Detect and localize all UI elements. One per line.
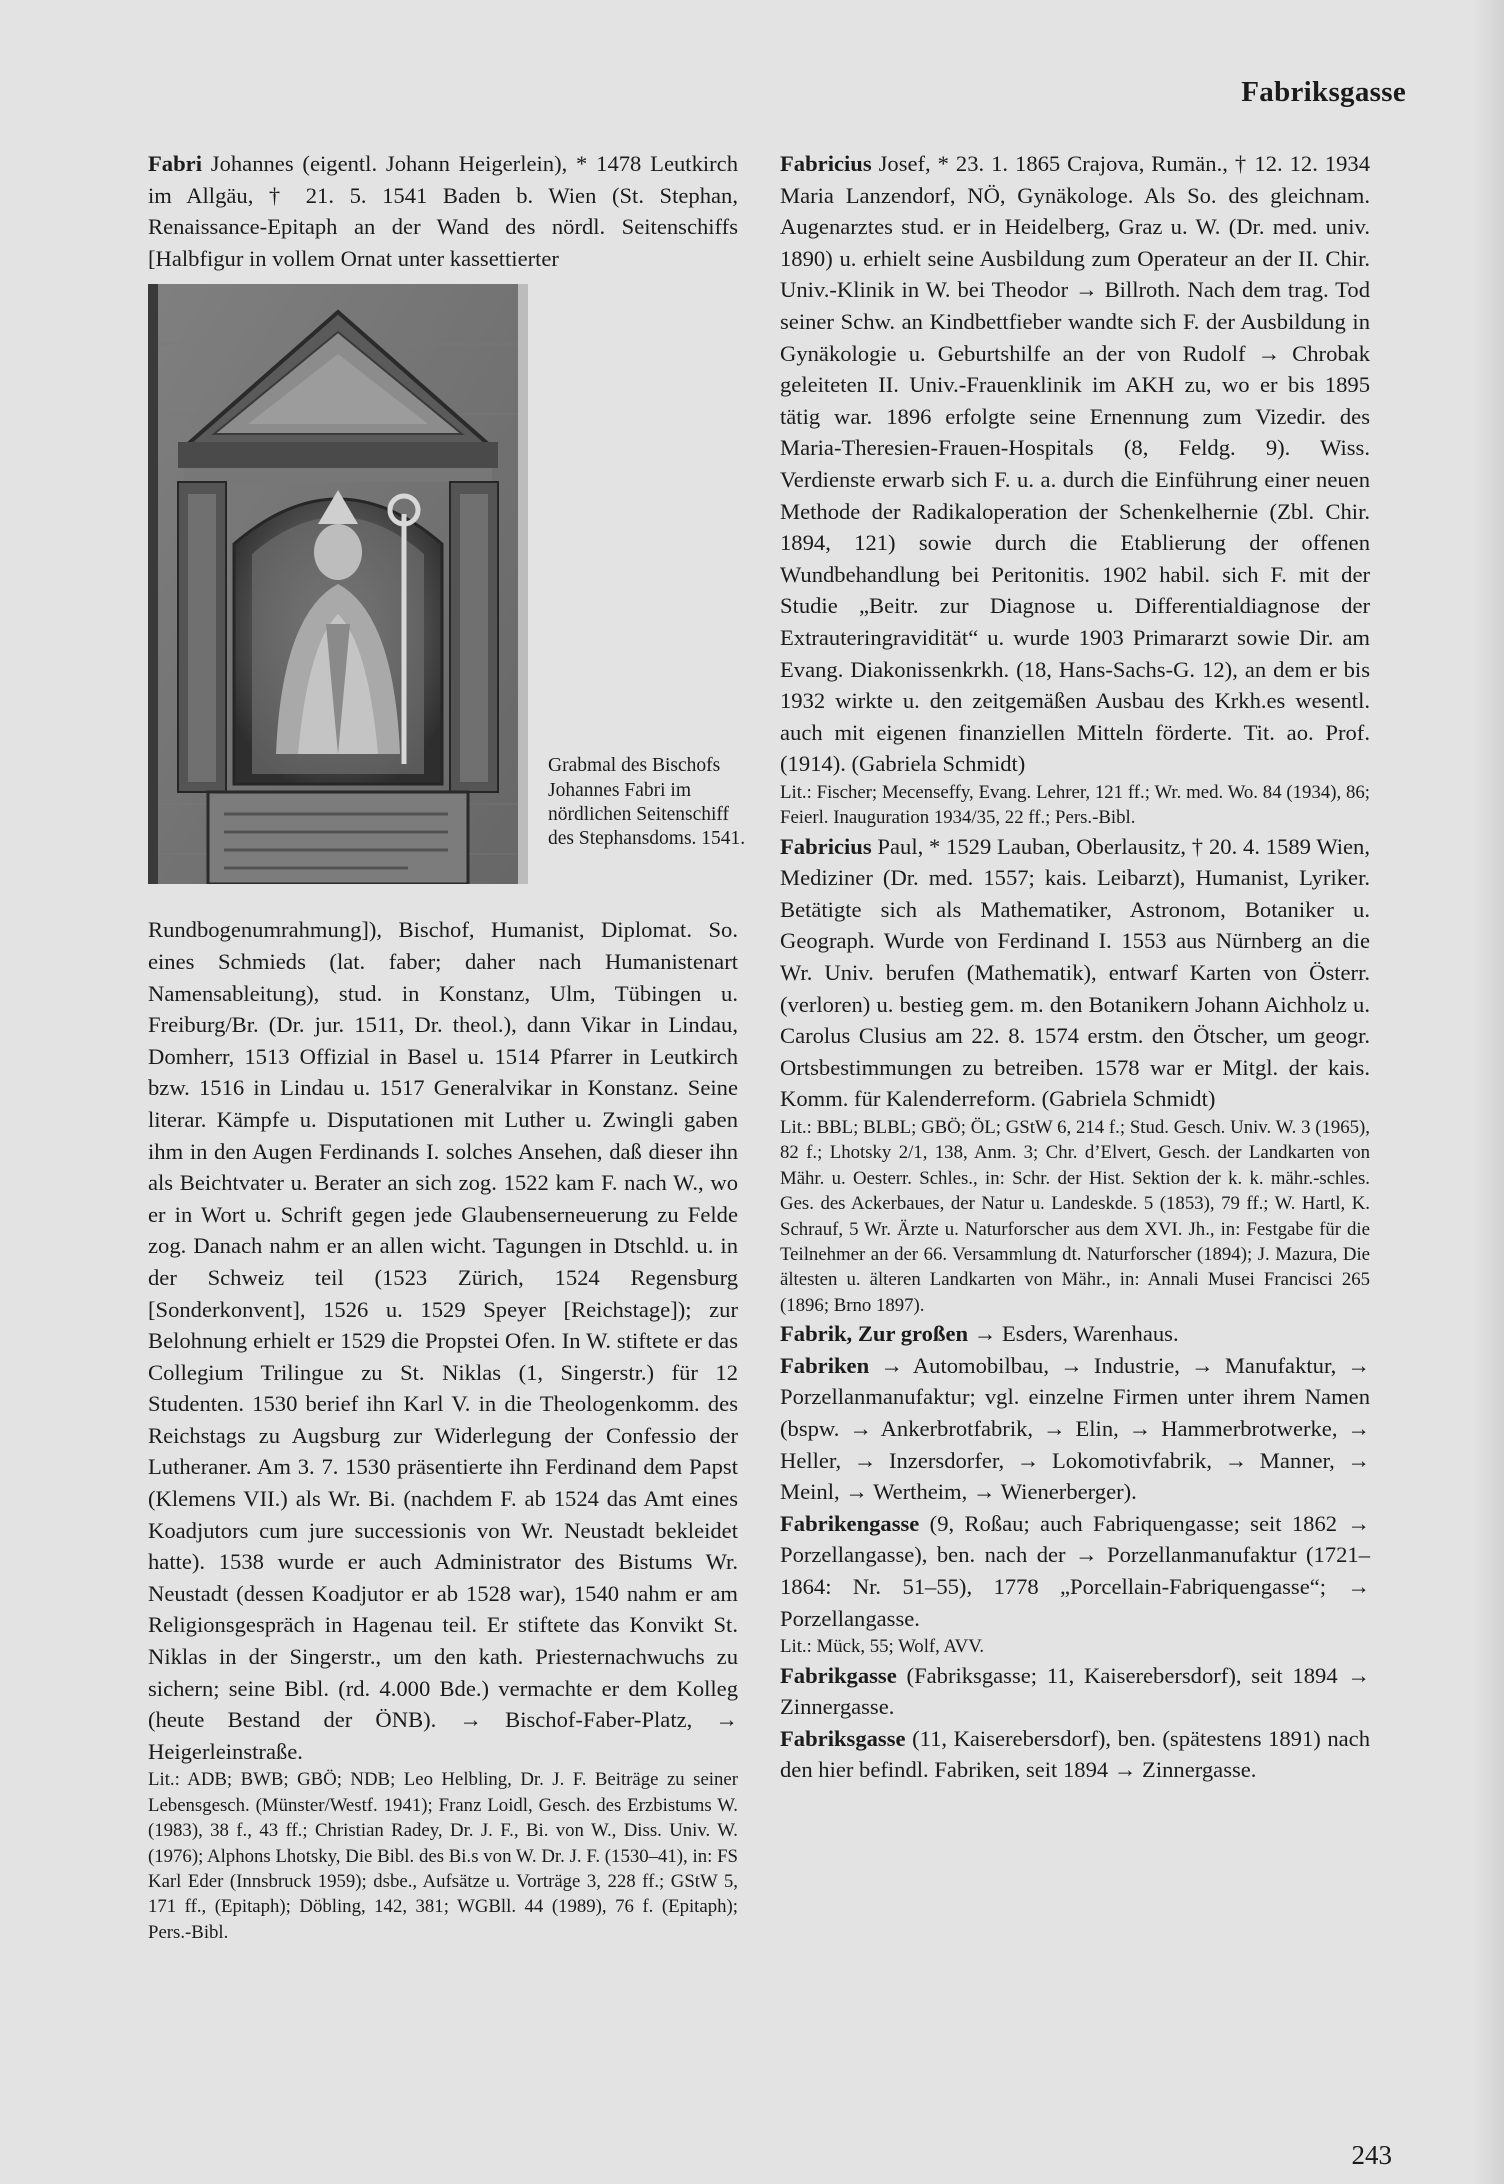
fabrikgasse-text: (Fabriksgasse; 11, Kaiserebersdorf), seit 1894 → Zinnergasse.	[780, 1662, 1370, 1720]
fabricius-josef-literature: Lit.: Fischer; Mecenseffy, Evang. Lehrer, 121 ff.; Wr. med. Wo. 84 (1934), 86; Feierl. Inauguration 1934/35, 22 ff.; Pers.-Bibl.	[780, 781, 1370, 829]
entry-fabriken	[780, 1350, 1370, 1508]
lemma-fabricius-paul: Fabricius	[780, 833, 872, 859]
fabricius-paul-text: Paul, * 1529 Lauban, Oberlausitz, † 20. 4. 1589 Wien, Mediziner (Dr. med. 1557; kais. Leibarzt), Humanist, Lyriker. Betätigte sich als Mathematiker, Astronom, Botaniker u. Geograph. Wurde von Ferdinand I. 1553 aus Nürnberg an die Wr. Univ. berufen (Mathematik), entwarf Karten von Österr. (verloren) u. bestieg gem. m. den Botanikern Johann Aichholz u. Carolus Clusius am 22. 8. 1574 erstm. den Ötscher, um geogr. Ortsbestimmungen zu betreiben. 1578 war er Mitgl. der kais. Komm. für Kalenderreform. (Gabriela Schmidt)	[780, 833, 1370, 1112]
running-head: Fabriksgasse	[1241, 76, 1406, 108]
fabri-literature: Lit.: ADB; BWB; GBÖ; NDB; Leo Helbling, Dr. J. F. Beiträge zu seiner Lebensgesch. (Münster/Westf. 1941); Franz Loidl, Gesch. des Erzbistums W. (1983), 38 f., 43 ff.; Christian Radey, Dr. J. F., Bi. von W., Diss. Univ. W. (1976); Alphons Lhotsky, Die Bibl. des Bi.s von W. Dr. J. F. (1530–41), in: FS Karl Eder (Innsbruck 1959); dsbe., Aufsätze u. Vorträge 3, 228 ff.; GStW 5, 171 ff., (Epitaph); Döbling, 142, 381; WGBll. 44 (1989), 76 f. (Epitaph); Pers.-Bibl.	[148, 1769, 738, 1943]
left-column	[148, 148, 746, 1945]
entry-fabrik	[780, 1318, 1370, 1350]
fabricius-josef-text: Josef, * 23. 1. 1865 Crajova, Rumän., † 12. 12. 1934 Maria Lanzendorf, NÖ, Gynäkologe. Als So. des gleichnam. Augenarztes stud. er in Heidelberg, Graz u. W. (Dr. med. univ. 1890) u. erhielt seine Ausbildung zum Operateur an der II. Chir. Univ.-Klinik in W. bei Theodor → Billroth. Nach dem trag. Tod seiner Schw. an Kindbettfieber wandte sich F. der Ausbildung in Gynäkologie u. Geburtshilfe an der von Rudolf → Chrobak geleiteten II. Univ.-Frauenklinik im AKH zu, wo er bis 1895 tätig war. 1896 erfolgte seine Ernennung zum Vizedir. des Maria-Theresien-Frauen-Hospitals (8, Feldg. 9). Wiss. Verdienste erwarb sich F. u. a. durch die Einführung einer neuen Methode der Radikaloperation der Schenkelhernie (Zbl. Chir. 1894, 121) sowie durch die Etablierung der offenen Wundbehandlung bei Peritonitis. 1902 habil. sich F. mit der Studie „Beitr. zur Diagnose u. Differentialdiagnose der Extrauteringravidität“ u. wurde 1903 Primararzt sowie Dir. am Evang. Diakonissenkrkh. (18, Hans-Sachs-G. 12), an dem er bis 1932 wirkte u. den zeitgemäßen Ausbau des Krkh.es wesentl. auch mit eigenen finanziellen Mitteln förderte. Tit. ao. Prof. (1914). (Gabriela Schmidt)	[780, 151, 1370, 777]
lemma-fabriksgasse: Fabriksgasse	[780, 1725, 906, 1751]
entry-fabricius-paul	[780, 831, 1370, 1115]
fabricius-paul-literature: Lit.: BBL; BLBL; GBÖ; ÖL; GStW 6, 214 f.; Stud. Gesch. Univ. W. 3 (1965), 82 f.; Lhotsky 2/1, 138, Anm. 3; Chr. d’Elvert, Gesch. der Landkarten von Mähr. u. Oesterr. Schles., in: Schr. der Hist. Sektion der k. k. mähr.-schles. Ges. des Ackerbaues, der Natur u. Landeskde. 5 (1853), 79 ff.; W. Hartl, K. Schrauf, 5 Wr. Ärzte u. Naturforscher aus dem XVI. Jh., in: Festgabe für die Teilnehmer an der 66. Versammlung dt. Naturforscher (1894); J. Mazura, Die ältesten u. älteren Landkarten von Mähr., in: Annali Musei Francisci 265 (1896; Brno 1897).	[780, 1117, 1370, 1316]
fabri-text-2: Rundbogenumrahmung]), Bischof, Humanist, Diplomat. So. eines Schmieds (lat. faber; daher nach Humanistenart Namensableitung), stud. in Konstanz, Ulm, Tübingen u. Freiburg/Br. (Dr. jur. 1511, Dr. theol.), dann Vikar in Lindau, Domherr, 1513 Offizial in Basel u. 1514 Pfarrer in Leutkirch bzw. 1516 in Lindau u. 1517 Generalvikar in Konstanz. Seine literar. Kämpfe u. Disputationen mit Luther u. Zwingli gaben ihm in den Augen Ferdinands I. solches Ansehen, daß dieser ihn als Beichtvater u. Berater an sich zog. 1522 kam F. nach W., wo er in Wort u. Schrift gegen jede Glaubenserneuerung zu Felde zog. Danach nahm er an allen wicht. Tagungen in Dtschld. u. in der Schweiz teil (1523 Zürich, 1524 Regensburg [Sonderkonvent], 1526 u. 1529 Speyer [Reichstage]); zur Belohnung erhielt er 1529 die Propstei Ofen. In W. stiftete er das Collegium Trilingue zu St. Niklas (1, Singerstr.) für 12 Studenten. 1530 berief ihn Karl V. in die Theologenkomm. des Reichstags zu Augsburg zur Widerlegung der Confessio der Lutheraner. Am 3. 7. 1530 präsentierte ihn Ferdinand dem Papst (Klemens VII.) als Wr. Bi. (nachdem F. ab 1524 das Amt eines Koadjutors cum jure successionis von Wr. Neustadt bekleidet hatte). 1538 wurde er auch Administrator des Bistums Wr. Neustadt (dessen Koadjutor er ab 1528 war), 1540 nahm er am Religionsgespräch in Hagenau teil. Er stiftete das Konvikt St. Niklas in der Singerstr., um den kath. Priesternachwuchs zu sichern; seine Bibl. (rd. 4.000 Bde.) vermachte er dem Kolleg (heute Bestand der ÖNB). → Bischof-Faber-Platz, → Heigerleinstraße.	[148, 917, 738, 1764]
lemma-fabricius-josef: Fabricius	[780, 151, 872, 176]
fabrikengasse-literature: Lit.: Mück, 55; Wolf, AVV.	[780, 1636, 985, 1658]
entry-fabrikgasse	[780, 1660, 1370, 1723]
fabrik-text: → Esders, Warenhaus.	[973, 1321, 1179, 1347]
entry-fabriksgasse	[780, 1723, 1370, 1786]
lemma-fabri: Fabri	[148, 151, 202, 176]
fabriksgasse-text: (11, Kaiserebersdorf), ben. (spätestens 1891) nach den hier befindl. Fabriken, seit 1894 → Zinnergasse.	[780, 1725, 1371, 1783]
lemma-fabrikgasse: Fabrikgasse	[780, 1662, 897, 1688]
lemma-fabrikengasse: Fabrikengasse	[780, 1510, 920, 1536]
page-edge-shadow	[1474, 0, 1504, 2184]
right-column	[780, 148, 1370, 1786]
entry-fabri-intro	[148, 148, 738, 274]
page-number: 243	[1351, 2140, 1392, 2170]
fabri-text-1: Johannes (eigentl. Johann Heigerlein), * 1478 Leutkirch im Allgäu, † 21. 5. 1541 Baden b. Wien (St. Stephan, Renaissance-Epitaph an der Wand des nördl. Seitenschiffs [Halbfigur in vollem Ornat unter kassettierter	[148, 151, 738, 271]
figure-caption: Grabmal des Bischofs Johannes Fabri im nördlichen Seitenschiff des Stephansdoms. 1541.	[548, 755, 746, 849]
fabrikengasse-text: (9, Roßau; auch Fabriquengasse; seit 1862 → Porzellangasse), ben. nach der → Porzellanmanufaktur (1721–1864: Nr. 51–55), 1778 „Porcellain-Fabriquengasse“; → Porzellangasse.	[780, 1510, 1370, 1631]
epitaph-photo	[148, 284, 528, 884]
entry-fabricius-josef	[780, 148, 1370, 780]
entry-fabrikengasse	[780, 1508, 1370, 1634]
epitaph-figure	[148, 284, 746, 904]
lemma-fabrik: Fabrik, Zur großen	[780, 1321, 969, 1347]
lemma-fabriken: Fabriken	[780, 1352, 870, 1378]
fabriken-text: → Automobilbau, → Industrie, → Manufaktur, → Porzellanmanufaktur; vgl. einzelne Firmen unter ihrem Namen (bspw. → Ankerbrotfabrik, → Elin, → Hammerbrotwerke, → Heller, → Inzersdorfer, → Lokomotivfabrik, → Manner, → Meinl, → Wertheim, → Wienerberger).	[780, 1352, 1370, 1505]
